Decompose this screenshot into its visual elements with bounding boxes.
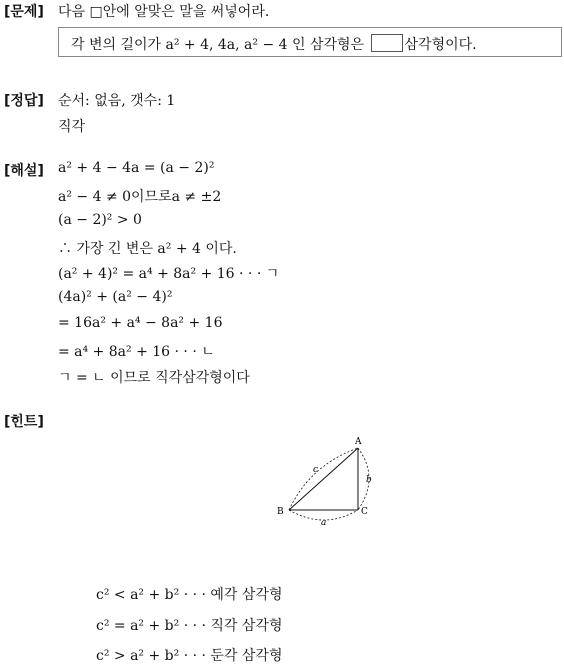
solution-line-8: = a⁴ + 8a² + 16 · · · ㄴ	[58, 344, 215, 360]
hint-rule-obtuse: c² > a² + b² · · · 둔각 삼각형	[96, 648, 283, 664]
solution-label: [해설]	[4, 163, 44, 179]
solution-line-6: (4a)² + (a² − 4)²	[58, 289, 173, 305]
solution-line-4: ∴ 가장 긴 변은 a² + 4 이다.	[58, 241, 237, 257]
hint-rule-acute: c² < a² + b² · · · 예각 삼각형	[96, 587, 283, 603]
side-a-label: a	[321, 518, 327, 528]
problem-label: [문제]	[4, 4, 44, 20]
vertex-a-label: A	[355, 437, 362, 447]
vertex-c-label: C	[361, 507, 368, 517]
problem-statement-before: 각 변의 길이가 a² + 4, 4a, a² − 4 인 삼각형은	[71, 37, 365, 53]
solution-line-5: (a² + 4)² = a⁴ + 8a² + 16 · · · ㄱ	[58, 266, 280, 282]
solution-line-1: a² + 4 − 4a = (a − 2)²	[58, 160, 215, 176]
solution-line-9: ㄱ = ㄴ 이므로 직각삼각형이다	[58, 370, 250, 386]
solution-line-3: (a − 2)² > 0	[58, 212, 142, 228]
hint-label: [힌트]	[4, 414, 44, 430]
solution-line-2: a² − 4 ≠ 0이므로a ≠ ±2	[58, 189, 222, 205]
problem-statement-after: 삼각형이다.	[404, 37, 477, 53]
vertex-b-label: B	[277, 507, 284, 517]
problem-statement	[71, 34, 477, 54]
problem-box	[58, 27, 562, 57]
answer-label: [정답]	[4, 93, 44, 109]
answer-order-count: 순서: 없음, 갯수: 1	[58, 93, 176, 109]
solution-line-7: = 16a² + a⁴ − 8a² + 16	[58, 315, 223, 331]
side-b-label: b	[366, 475, 372, 485]
answer-value: 직각	[58, 119, 86, 135]
side-c-label: c	[313, 465, 319, 475]
problem-instruction: 다음 □안에 알맞은 말을 써넣어라.	[58, 4, 270, 20]
hint-rule-right: c² = a² + b² · · · 직각 삼각형	[96, 618, 283, 634]
triangle-diagram	[270, 430, 390, 530]
answer-blank[interactable]	[371, 34, 403, 52]
side-ab	[289, 448, 358, 510]
